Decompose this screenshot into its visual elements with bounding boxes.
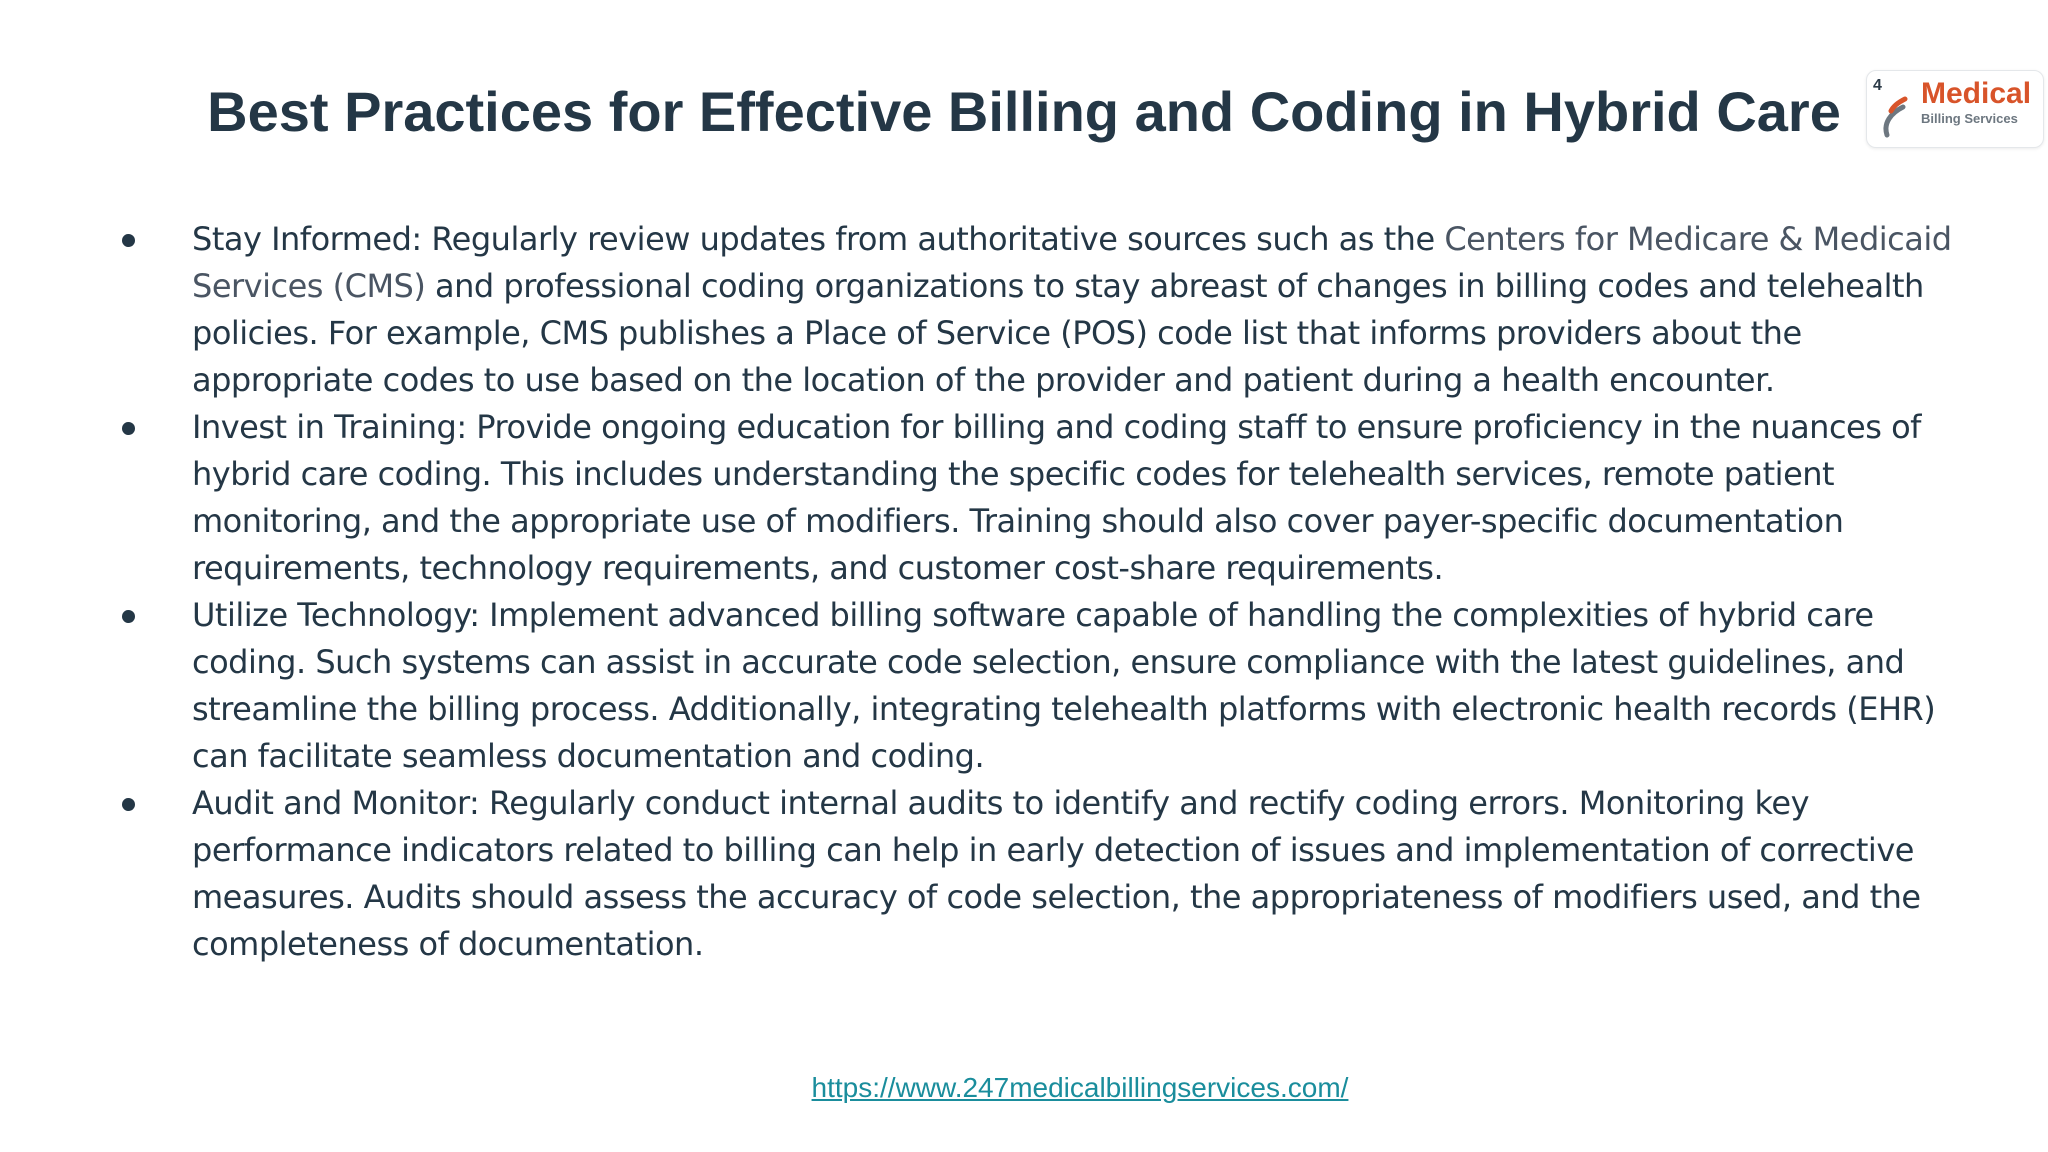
bullet-item-audit-and-monitor	[120, 780, 1970, 968]
logo-number: 4	[1873, 77, 1882, 94]
bullet-dot-icon	[122, 610, 135, 623]
bullet-text: Audit and Monitor: Regularly conduct internal audits to identify and rectify coding errors. Monitoring key performance indicators related to billing can help in early detection of issues and implementation of corrective measures. Audits should assess the accuracy of code selection, the appropriateness of modifiers used, and the completeness of documentation.	[192, 784, 1921, 963]
company-logo	[1866, 70, 2044, 148]
logo-wordmark: Medical	[1921, 77, 2032, 110]
bullet-dot-icon	[122, 234, 135, 247]
bullet-text-continued: and professional coding organizations to stay abreast of changes in billing codes and telehealth policies. For example, CMS publishes a Place of Service (POS) code list that informs providers about the appropriate codes to use based on the location of the provider and patient during a health encounter.	[192, 267, 1924, 399]
bullet-item-utilize-technology	[120, 592, 1970, 780]
bullet-text: Stay Informed: Regularly review updates from authoritative sources such as the	[192, 220, 1445, 258]
bullet-dot-icon	[122, 798, 135, 811]
bullet-dot-icon	[122, 422, 135, 435]
bullet-item-stay-informed	[120, 216, 1970, 404]
bullet-text: Invest in Training: Provide ongoing education for billing and coding staff to ensure proficiency in the nuances of hybrid care coding. This includes understanding the specific codes for telehealth services, remote patient monitoring, and the appropriate use of modifiers. Training should also cover payer-specific documentation requirements, technology requirements, and customer cost-share requirements.	[192, 408, 1921, 587]
slide-title: Best Practices for Effective Billing and Coding in Hybrid Care	[207, 80, 1841, 143]
website-link[interactable]: https://www.247medicalbillingservices.com/	[811, 1072, 1349, 1103]
bullet-list	[120, 216, 1970, 968]
cms-reference: Centers for Medicare & Medicaid Services (CMS)	[192, 220, 1952, 305]
bullet-text: Utilize Technology: Implement advanced billing software capable of handling the complexities of hybrid care coding. Such systems can assist in accurate code selection, ensure compliance with the latest guidelines, and streamline the billing process. Additionally, integrating telehealth platforms with electronic health records (EHR) can facilitate seamless documentation and coding.	[192, 596, 1936, 775]
logo-subtitle: Billing Services	[1921, 111, 2018, 126]
bullet-item-invest-in-training	[120, 404, 1970, 592]
